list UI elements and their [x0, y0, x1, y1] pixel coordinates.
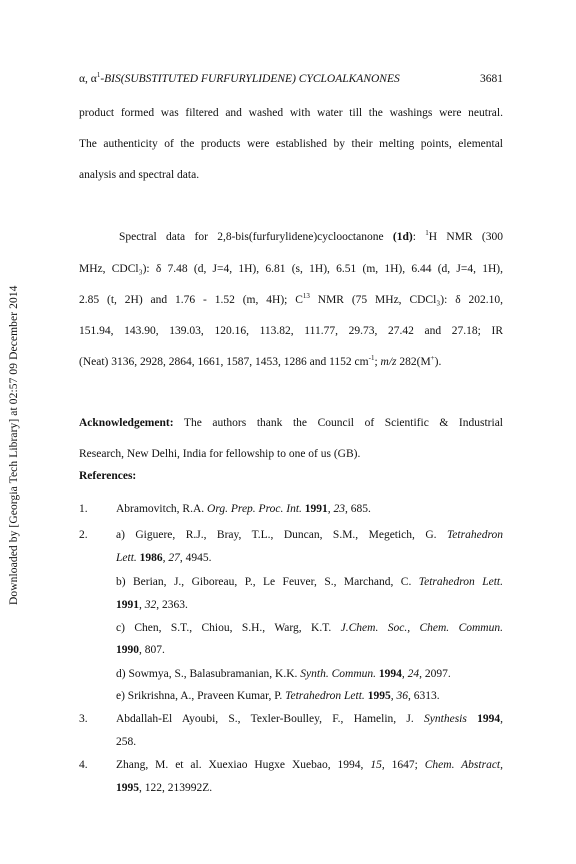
intro-line-1: product formed was filtered and washed with water till the washings were neutral.	[79, 107, 503, 119]
intro-line-3: analysis and spectral data.	[79, 169, 200, 181]
spectral-line-5: (Neat) 3136, 2928, 2864, 1661, 1587, 1453, 1286 and 1152 $cm^{-1}$; m/z 282(M+).	[79, 354, 442, 368]
spectral-line-4: 151.94, 143.90, 139.03, 120.16, 113.82, 111.77, 29.73, 27.42 and 27.18; IR	[79, 325, 503, 337]
references-heading: References:	[79, 470, 137, 482]
spectral-line-2: MHz, CDCl₃): δ 7.48 (d, J=4, 1H), 6.81 (s, 1H), 6.51 (m, 1H), 6.44 (d, J=4, 1H),	[79, 263, 503, 275]
page-number: 3681	[480, 73, 503, 85]
acknowledgement-line-1: Acknowledgement: The authors thank the Council of Scientific & Industrial	[79, 417, 503, 429]
spectral-line-1: Spectral data for 2,8-bis(furfurylidene)cyclooctanone (1d): $^1$H NMR (300	[119, 229, 504, 243]
running-title-text: -BIS(SUBSTITUTED FURFURYLIDENE) CYCLOALKANONES	[100, 73, 400, 85]
acknowledgement-label: Acknowledgement:	[79, 417, 174, 429]
reference-2e: e) Srikrishna, A., Praveen Kumar, P. Tetrahedron Lett. 1995, 36, 6313.	[116, 690, 440, 702]
reference-2c: c) Chen, S.T., Chiou, S.H., Warg, K.T. J.Chem. Soc., Chem. Commun.	[116, 622, 503, 634]
acknowledgement-line-2: Research, New Delhi, India for fellowship to one of us (GB).	[79, 448, 361, 460]
reference-2d: d) Sowmya, S., Balasubramanian, K.K. Synth. Commun. 1994, 24, 2097.	[116, 668, 451, 680]
reference-2a: a) Giguere, R.J., Bray, T.L., Duncan, S.M., Megetich, G. Tetrahedron	[116, 529, 503, 541]
reference-2b: b) Berian, J., Giboreau, P., Le Feuver, S., Marchand, C. Tetrahedron Lett.	[116, 576, 503, 588]
intro-line-2: The authenticity of the products were established by their melting points, elemental	[79, 138, 503, 150]
running-title: α, $\alpha^1-BIS(SUBSTITUTED$ FURFURYLIDENE) CYCLOALKANONES	[79, 71, 400, 85]
spectral-line-3: 2.85 (t, 2H) and 1.76 - 1.52 (m, 4H); $C^{13}$ NMR (75 MHz, CDCl₃): δ 202.10,	[79, 292, 503, 306]
